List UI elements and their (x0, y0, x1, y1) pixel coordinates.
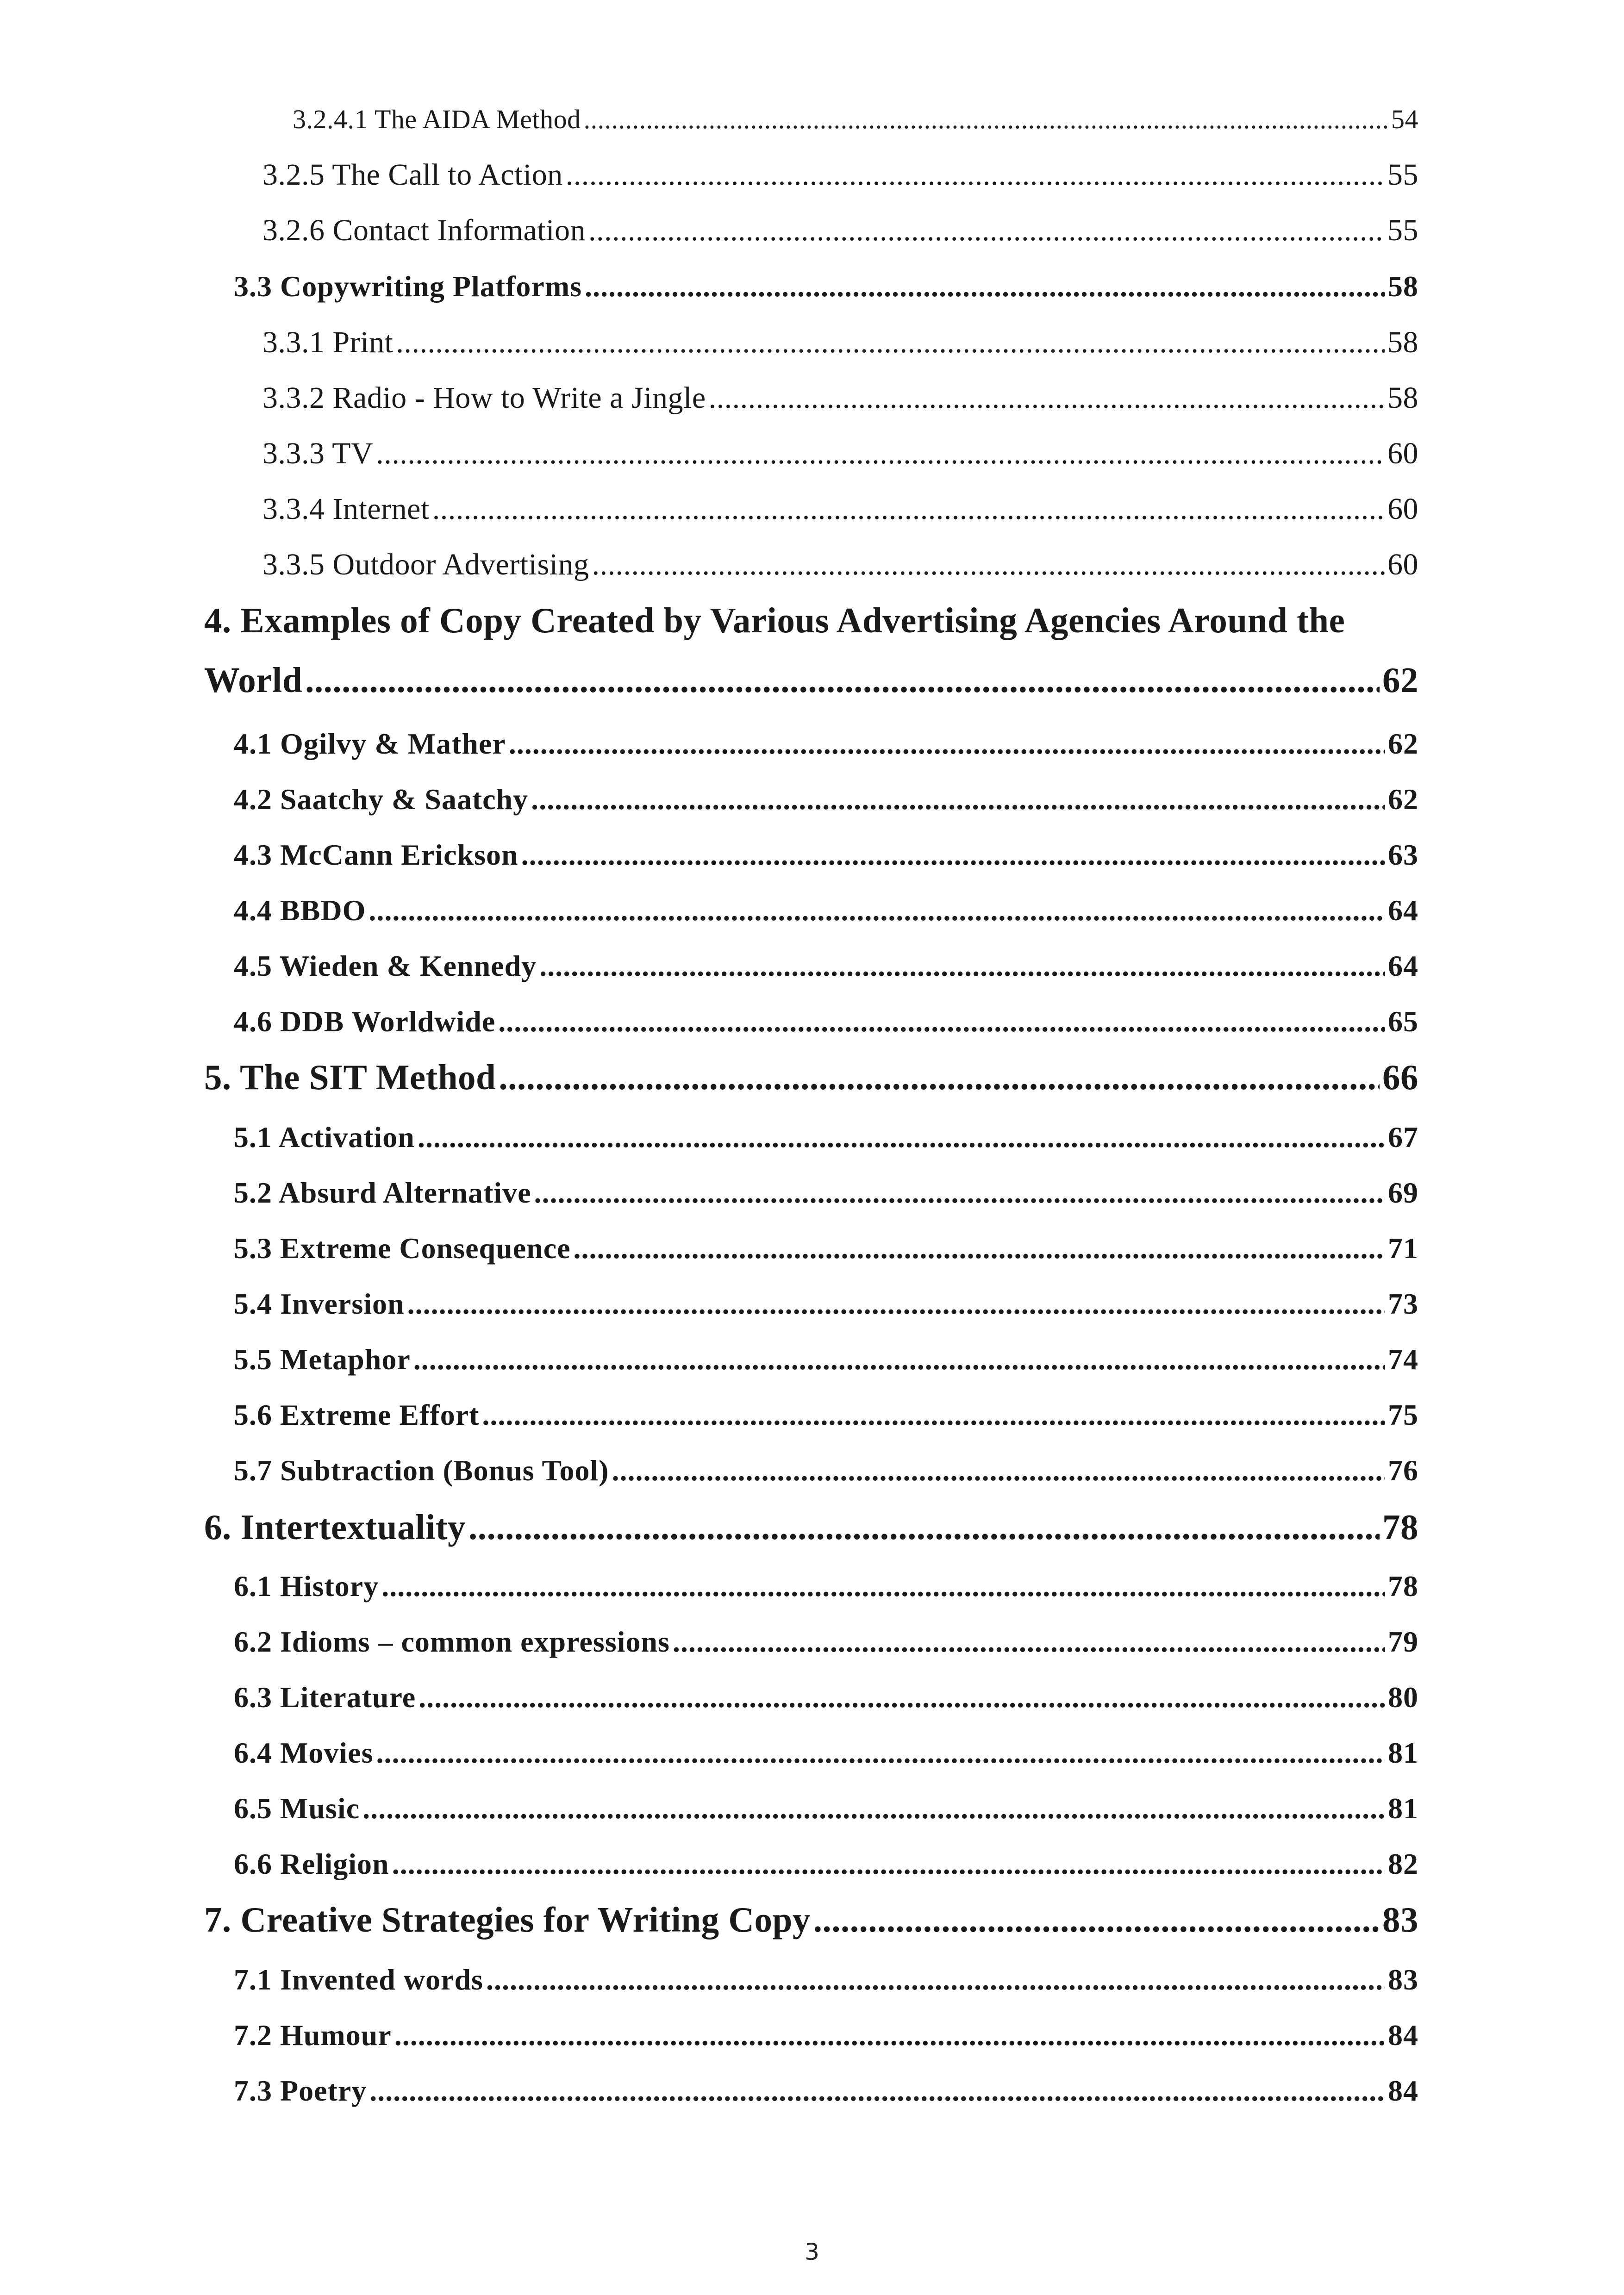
dot-leader (396, 325, 1385, 360)
toc-entry-title: 4.1 Ogilvy & Mather (234, 727, 506, 760)
toc-entry-title: 3.2.5 The Call to Action (262, 158, 563, 192)
toc-entry-title: 3.2.4.1 The AIDA Method (293, 104, 581, 134)
toc-entry-title: 6.1 History (234, 1570, 379, 1603)
page-number: 3 (805, 2239, 819, 2265)
toc-page-number: 76 (1388, 1454, 1418, 1487)
toc-entry[interactable] (234, 893, 1418, 928)
toc-page-number: 81 (1388, 1736, 1418, 1769)
toc-page-number: 74 (1388, 1343, 1418, 1376)
toc-entry[interactable] (262, 547, 1418, 582)
toc-page-number: 54 (1391, 104, 1418, 134)
toc-page-number: 80 (1388, 1681, 1418, 1714)
toc-entry-title: 6. Intertextuality (204, 1507, 466, 1547)
toc-entry[interactable] (234, 1791, 1418, 1826)
dot-leader (369, 2074, 1385, 2108)
toc-page-number: 62 (1382, 660, 1418, 700)
dot-leader (482, 1398, 1385, 1432)
toc-page-number: 83 (1388, 1963, 1418, 1996)
toc-page-number: 66 (1382, 1057, 1418, 1097)
toc-page-number: 83 (1382, 1900, 1418, 1940)
dot-leader (566, 157, 1385, 193)
dot-leader (486, 1963, 1385, 1997)
toc-page-number: 67 (1388, 1121, 1418, 1154)
toc-page-number: 71 (1388, 1232, 1418, 1265)
dot-leader (418, 1680, 1385, 1715)
toc-entry-title: 3.3 Copywriting Platforms (234, 270, 582, 303)
dot-leader (534, 1176, 1385, 1210)
toc-entry-title: 3.2.6 Contact Information (262, 213, 586, 247)
toc-entry-title: 6.6 Religion (234, 1847, 389, 1880)
toc-entry[interactable] (234, 1680, 1418, 1715)
toc-entry[interactable] (234, 1453, 1418, 1488)
toc-entry-title: 6.3 Literature (234, 1681, 416, 1714)
toc-entry[interactable] (234, 1342, 1418, 1377)
toc-entry[interactable] (262, 380, 1418, 416)
toc-entry-title: 6.2 Idioms – common expressions (234, 1625, 670, 1658)
dot-leader (305, 660, 1380, 701)
dot-leader (673, 1625, 1385, 1659)
toc-page-number: 55 (1387, 158, 1418, 192)
toc-page-number: 58 (1388, 270, 1418, 303)
toc-entry-title: 5.4 Inversion (234, 1287, 405, 1320)
dot-leader (498, 1004, 1385, 1039)
dot-leader (521, 838, 1385, 872)
dot-leader (381, 1569, 1385, 1603)
toc-chapter-title-line1[interactable]: 4. Examples of Copy Created by Various Advertising Agencies Around the (204, 600, 1345, 640)
toc-entry-title: 4.6 DDB Worldwide (234, 1005, 496, 1038)
dot-leader (394, 2018, 1385, 2052)
toc-entry[interactable] (234, 1963, 1418, 1997)
toc-entry-title: 3.3.4 Internet (262, 492, 430, 526)
toc-entry[interactable] (234, 838, 1418, 872)
toc-entry-title: 4.4 BBDO (234, 894, 366, 927)
toc-page-number: 69 (1388, 1176, 1418, 1209)
dot-leader (362, 1791, 1385, 1826)
toc-page-number: 78 (1382, 1507, 1418, 1547)
dot-leader (376, 1736, 1386, 1770)
dot-leader (392, 1847, 1385, 1881)
toc-page-number: 84 (1388, 2019, 1418, 2052)
toc-entry-title: 3.3.2 Radio - How to Write a Jingle (262, 381, 706, 415)
toc-entry-title: 7.1 Invented words (234, 1963, 483, 1996)
dot-leader (376, 436, 1385, 471)
toc-entry[interactable] (204, 1507, 1418, 1548)
toc-entry[interactable] (262, 436, 1418, 471)
dot-leader (509, 727, 1385, 761)
toc-entry[interactable] (234, 2074, 1418, 2108)
toc-page-number: 62 (1388, 783, 1418, 816)
dot-leader (531, 782, 1385, 817)
dot-leader (432, 492, 1385, 527)
toc-entry[interactable] (293, 104, 1418, 135)
toc-entry[interactable] (234, 1231, 1418, 1266)
toc-entry[interactable] (234, 1625, 1418, 1659)
dot-leader (413, 1342, 1385, 1377)
toc-entry[interactable] (234, 1287, 1418, 1321)
toc-page-number: 60 (1387, 492, 1418, 526)
toc-page-number: 60 (1387, 548, 1418, 581)
toc-page-number: 60 (1387, 437, 1418, 470)
toc-entry[interactable] (234, 727, 1418, 761)
toc-entry-title: 4.2 Saatchy & Saatchy (234, 783, 529, 816)
dot-leader (813, 1899, 1380, 1940)
dot-leader (612, 1453, 1385, 1488)
dot-leader (584, 104, 1388, 135)
dot-leader (588, 213, 1385, 248)
toc-entry[interactable] (262, 157, 1418, 193)
toc-page-number: 78 (1388, 1570, 1418, 1603)
toc-entry-title: 5. The SIT Method (204, 1057, 496, 1097)
toc-page-number: 58 (1387, 381, 1418, 415)
dot-leader (418, 1120, 1385, 1154)
toc-page-number: 81 (1388, 1792, 1418, 1825)
toc-entry[interactable] (234, 1569, 1418, 1603)
toc-page-number: 75 (1388, 1398, 1418, 1431)
toc-entry-title: 3.3.1 Print (262, 325, 394, 359)
toc-page-number: 62 (1388, 727, 1418, 760)
dot-leader (407, 1287, 1385, 1321)
toc-entry-title: 4.5 Wieden & Kennedy (234, 949, 537, 982)
toc-entry[interactable] (234, 1176, 1418, 1210)
toc-page-number: 82 (1388, 1847, 1418, 1880)
toc-entry[interactable] (234, 2018, 1418, 2052)
toc-entry-title: 7.3 Poetry (234, 2074, 367, 2107)
toc-entry[interactable] (234, 949, 1418, 983)
toc-entry-title: 5.3 Extreme Consequence (234, 1232, 571, 1265)
toc-entry[interactable] (204, 660, 1418, 701)
toc-entry[interactable] (204, 1899, 1418, 1940)
toc-page-number: 65 (1388, 1005, 1418, 1038)
toc-entry-title: World (204, 660, 303, 700)
dot-leader (574, 1231, 1386, 1266)
toc-page-number: 79 (1388, 1625, 1418, 1658)
toc-entry-title: 6.4 Movies (234, 1736, 374, 1769)
toc-page-number: 55 (1387, 213, 1418, 247)
toc-page-number: 58 (1387, 325, 1418, 359)
dot-leader (539, 949, 1385, 983)
toc-entry[interactable] (234, 269, 1418, 304)
toc-entry-title: 5.5 Metaphor (234, 1343, 411, 1376)
dot-leader (592, 547, 1385, 582)
toc-entry[interactable] (204, 1057, 1418, 1098)
toc-entry[interactable] (234, 1398, 1418, 1432)
toc-page-number: 64 (1388, 949, 1418, 982)
toc-entry[interactable] (234, 1120, 1418, 1154)
toc-entry[interactable] (234, 782, 1418, 817)
toc-entry[interactable] (234, 1847, 1418, 1881)
toc-page-number: 63 (1388, 838, 1418, 871)
toc-entry[interactable] (262, 213, 1418, 248)
dot-leader (499, 1057, 1380, 1098)
toc-entry[interactable] (262, 492, 1418, 527)
toc-entry-title: 3.3.5 Outdoor Advertising (262, 548, 589, 581)
toc-entry-title: 7. Creative Strategies for Writing Copy (204, 1900, 811, 1940)
toc-entry[interactable] (234, 1736, 1418, 1770)
toc-entry-title: 5.7 Subtraction (Bonus Tool) (234, 1454, 609, 1487)
toc-entry-title: 3.3.3 TV (262, 437, 374, 470)
toc-entry-title: 7.2 Humour (234, 2019, 392, 2052)
toc-entry-title: 4.3 McCann Erickson (234, 838, 518, 871)
toc-entry-title: 5.1 Activation (234, 1121, 415, 1154)
toc-page-number: 64 (1388, 894, 1418, 927)
dot-leader (709, 380, 1385, 416)
toc-entry[interactable] (262, 325, 1418, 360)
toc-entry-title: 5.6 Extreme Effort (234, 1398, 480, 1431)
toc-entry[interactable] (234, 1004, 1418, 1039)
dot-leader (585, 269, 1385, 304)
toc-entry-title: 5.2 Absurd Alternative (234, 1176, 531, 1209)
toc-page-number: 84 (1388, 2074, 1418, 2107)
toc-entry-title: 6.5 Music (234, 1792, 360, 1825)
dot-leader (468, 1507, 1380, 1548)
dot-leader (369, 893, 1385, 928)
toc-page-number: 73 (1388, 1287, 1418, 1320)
